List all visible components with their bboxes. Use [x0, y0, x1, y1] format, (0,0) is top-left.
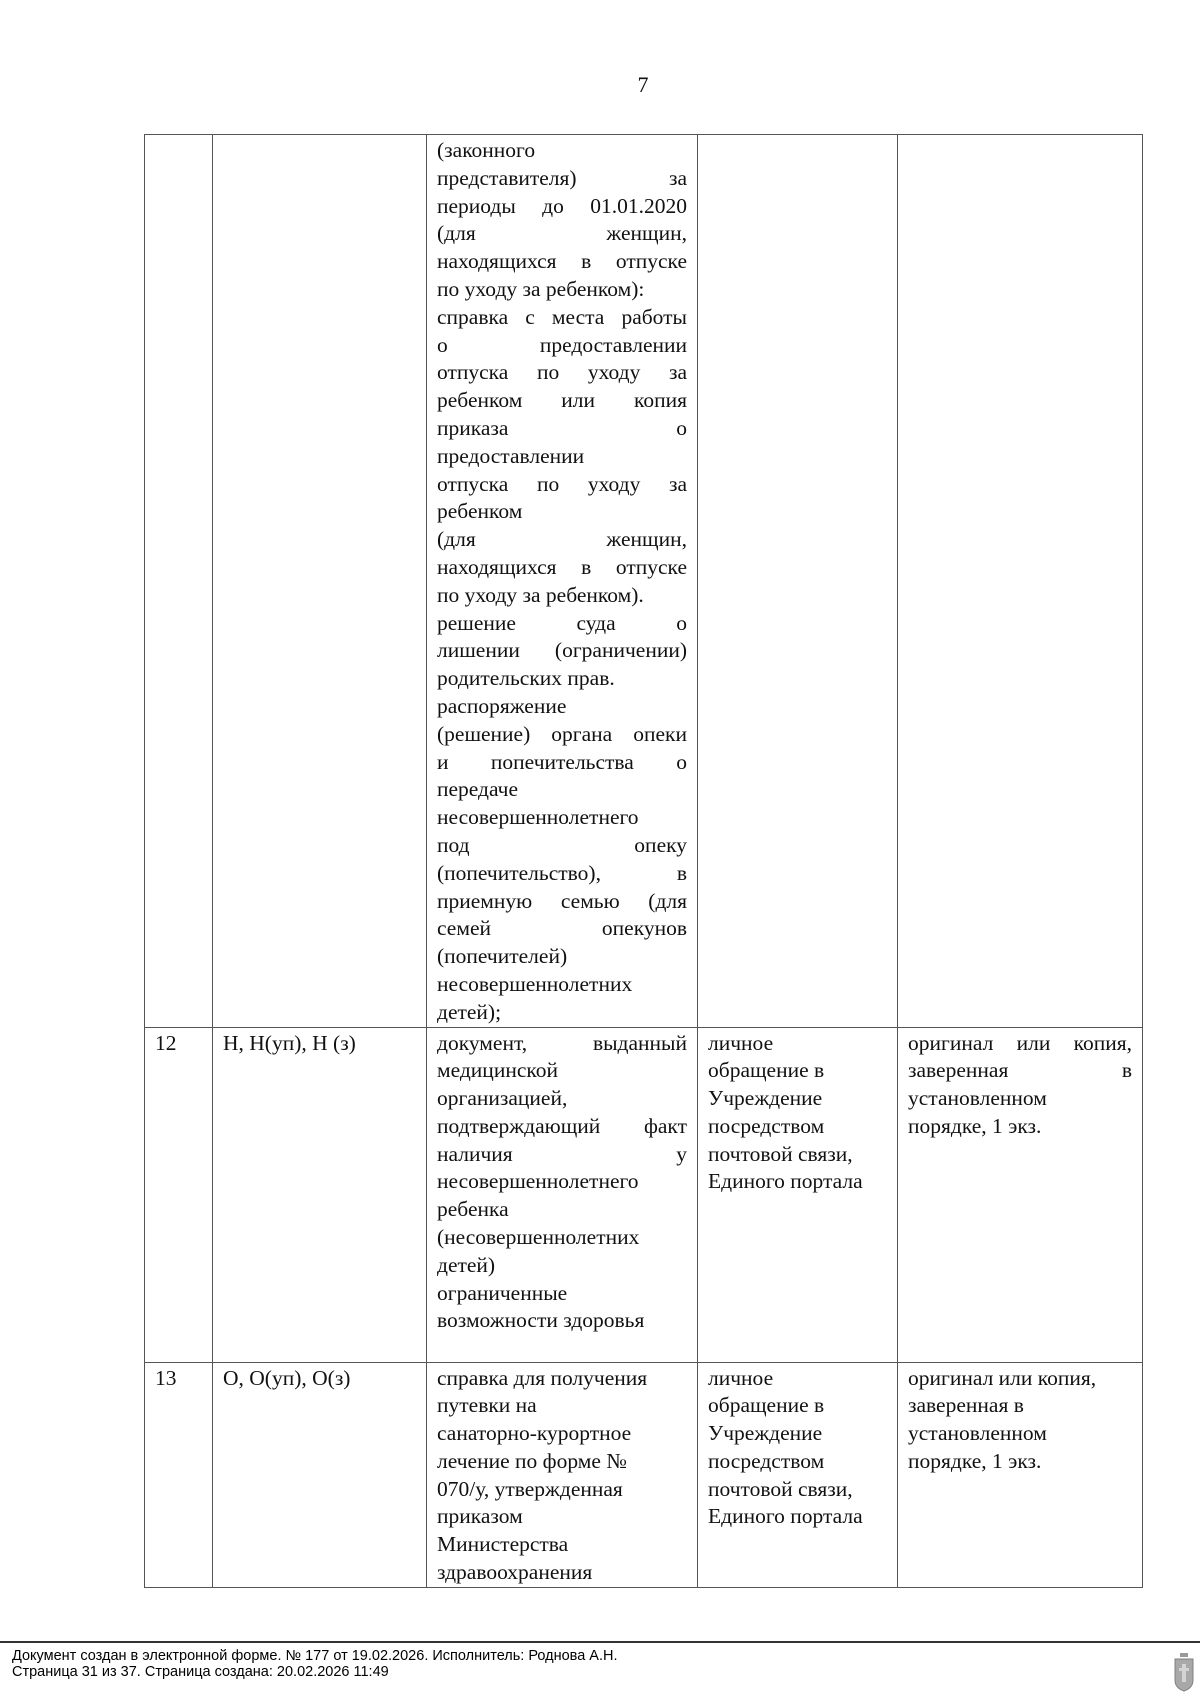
cell-text-line: посредством: [708, 1113, 825, 1138]
footer-line-document: Документ создан в электронной форме. № 177 от 19.02.2026. Исполнитель: Роднова А.Н.: [12, 1648, 618, 1664]
cell-text-line: заверенная в: [908, 1058, 1132, 1083]
row-number-cell: [145, 135, 213, 1028]
cell-text-line: отпуска по уходу за: [437, 471, 687, 496]
cell-text-line: находящихся в отпуске: [437, 249, 687, 274]
cell-text-line: здравоохранения: [437, 1560, 593, 1585]
cell-text-line: ребенка: [437, 1197, 509, 1222]
document-cell: [427, 1362, 698, 1587]
cell-text-line: отпуска по уходу за: [437, 360, 687, 385]
cell-text-line: наличия у: [437, 1141, 687, 1166]
cell-text-line: справка с места работы: [437, 304, 687, 329]
method-cell: [698, 1027, 898, 1362]
page-number: 7: [637, 72, 649, 97]
cell-text-line: обращение в: [708, 1058, 825, 1083]
document-footer: [12, 1648, 618, 1680]
cell-text-line: подтверждающий факт: [437, 1113, 687, 1138]
cell-text-line: Единого портала: [708, 1169, 863, 1194]
footer-divider: [0, 1641, 1200, 1643]
cell-text-line: (для женщин,: [437, 527, 687, 552]
footer-line-page: Страница 31 из 37. Страница создана: 20.02.2026 11:49: [12, 1664, 389, 1680]
cell-text-line: порядке, 1 экз.: [908, 1113, 1042, 1138]
cell-text-line: Учреждение: [708, 1086, 823, 1111]
cell-text-line: санаторно-курортное: [437, 1421, 632, 1446]
cell-text-line: ограниченные: [437, 1280, 568, 1305]
cell-text-line: Единого портала: [708, 1504, 863, 1529]
cell-text-line: 070/у, утвержденная: [437, 1476, 623, 1501]
cell-text-line: установленном: [908, 1086, 1047, 1111]
category-cell: [213, 135, 427, 1028]
cell-text-line: приказом: [437, 1504, 523, 1529]
cell-text-line: ребенком: [437, 499, 523, 524]
cell-text-line: (попечительство), в: [437, 860, 687, 885]
cell-text-line: лишении (ограничении): [437, 638, 687, 663]
cell-text-line: путевки на: [437, 1393, 537, 1418]
cell-text-line: находящихся в отпуске: [437, 554, 687, 579]
cell-text-line: лечение по форме №: [437, 1448, 627, 1473]
cell-text-line: Учреждение: [708, 1421, 823, 1446]
form-cell: [898, 135, 1143, 1028]
cell-text-line: оригинал или копия,: [908, 1030, 1132, 1055]
cell-text-line: почтовой связи,: [708, 1476, 853, 1501]
category-cell: Н, Н(уп), Н (з): [213, 1027, 427, 1362]
cell-text-line: распоряжение: [437, 693, 567, 718]
cell-text-line: о предоставлении: [437, 332, 687, 357]
cell-text-line: несовершеннолетнего: [437, 805, 639, 830]
cell-text-line: (решение) органа опеки: [437, 721, 687, 746]
method-cell: [698, 1362, 898, 1587]
table-row: [145, 1027, 1143, 1362]
cell-text-line: под опеку: [437, 832, 687, 857]
cell-text-line: возможности здоровья: [437, 1308, 645, 1333]
cell-text-line: заверенная в: [908, 1393, 1024, 1418]
cell-text-line: ребенком или копия: [437, 388, 687, 413]
document-cell: [427, 1027, 698, 1362]
cell-text-line: несовершеннолетнего: [437, 1169, 639, 1194]
cell-text-line: приемную семью (для: [437, 888, 687, 913]
cell-text-line: предоставлении: [437, 443, 585, 468]
cell-text-line: приказа о: [437, 415, 687, 440]
cell-text-line: справка для получения: [437, 1365, 648, 1390]
form-cell: [898, 1027, 1143, 1362]
cell-text-line: (законного: [437, 138, 536, 162]
cell-text-line: (несовершеннолетних: [437, 1225, 640, 1250]
cell-text-line: обращение в: [708, 1393, 825, 1418]
document-cell: [427, 135, 698, 1028]
method-cell: [698, 135, 898, 1028]
cell-text-line: порядке, 1 экз.: [908, 1448, 1042, 1473]
cell-text-line: детей);: [437, 999, 502, 1024]
cell-text-line: установленном: [908, 1421, 1047, 1446]
coat-of-arms-icon: [1173, 1652, 1195, 1692]
cell-text-line: Министерства: [437, 1532, 569, 1557]
cell-text-line: личное: [708, 1030, 774, 1055]
cell-text-line: по уходу за ребенком).: [437, 582, 644, 607]
cell-text-line: организацией,: [437, 1086, 568, 1111]
cell-text-line: родительских прав.: [437, 666, 615, 691]
cell-text-line: посредством: [708, 1448, 825, 1473]
cell-text-line: личное: [708, 1365, 774, 1390]
table-row: [145, 135, 1143, 1028]
cell-text-line: документ, выданный: [437, 1030, 687, 1055]
cell-text-line: периоды до 01.01.2020: [437, 193, 687, 218]
cell-text-line: несовершеннолетних: [437, 971, 633, 996]
documents-table: [144, 134, 1143, 1588]
cell-text-line: семей опекунов: [437, 916, 687, 941]
cell-text-line: детей): [437, 1252, 496, 1277]
cell-text-line: почтовой связи,: [708, 1141, 853, 1166]
table-row: [145, 1362, 1143, 1587]
cell-text-line: представителя) за: [437, 165, 687, 190]
category-cell: О, О(уп), О(з): [213, 1362, 427, 1587]
cell-text-line: и попечительства о: [437, 749, 687, 774]
cell-text-line: оригинал или копия,: [908, 1365, 1097, 1390]
form-cell: [898, 1362, 1143, 1587]
row-number-cell: 12: [145, 1027, 213, 1362]
cell-text-line: (попечителей): [437, 944, 568, 969]
cell-text-line: медицинской: [437, 1058, 558, 1083]
row-number-cell: 13: [145, 1362, 213, 1587]
cell-text-line: решение суда о: [437, 610, 687, 635]
cell-text-line: (для женщин,: [437, 221, 687, 246]
cell-text-line: передаче: [437, 777, 519, 802]
cell-text-line: по уходу за ребенком):: [437, 276, 645, 301]
